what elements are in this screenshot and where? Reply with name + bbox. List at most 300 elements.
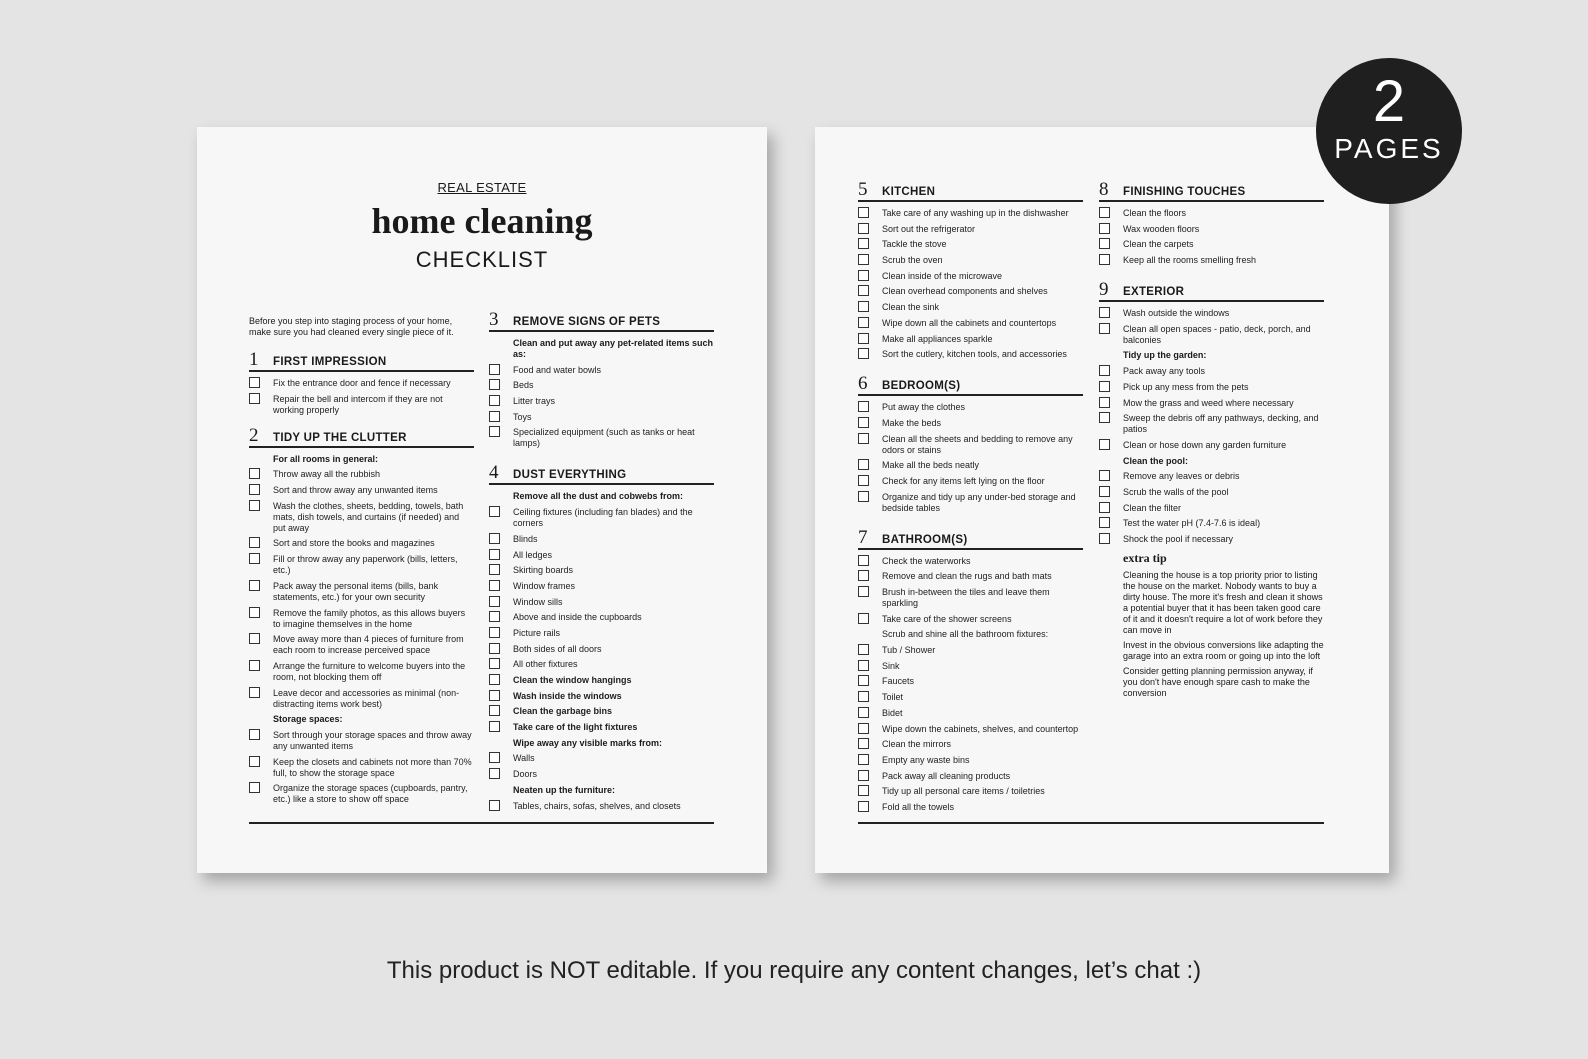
checklist-item-label: Wipe down all the cabinets and countertops bbox=[882, 317, 1057, 328]
checkbox[interactable] bbox=[1099, 307, 1110, 318]
checkbox[interactable] bbox=[489, 643, 500, 654]
checkbox[interactable] bbox=[858, 691, 869, 702]
checklist-item-label: Repair the bell and intercom if they are not working properly bbox=[273, 393, 443, 415]
checklist-item-label: Shock the pool if necessary bbox=[1123, 534, 1234, 544]
checklist-page-2 bbox=[815, 127, 1389, 873]
section-title: TIDY UP THE CLUTTER bbox=[273, 431, 407, 444]
checklist-section bbox=[858, 374, 1083, 513]
extra-tip-paragraph: Invest in the obvious conversions like adapting the garage into an extra room or going up into the loft bbox=[1123, 640, 1324, 661]
checklist-item bbox=[1099, 239, 1324, 250]
checklist-page-1 bbox=[197, 127, 767, 873]
checklist-item bbox=[858, 676, 1083, 687]
checkbox[interactable] bbox=[1099, 517, 1110, 528]
checkbox[interactable] bbox=[249, 377, 260, 388]
checklist-item bbox=[489, 534, 714, 545]
checklist-item-label: Tidy up all personal care items / toiletries bbox=[882, 786, 1045, 797]
checklist-item-label: Fold all the towels bbox=[882, 801, 955, 812]
checklist-item bbox=[489, 581, 714, 592]
checklist-item bbox=[249, 538, 474, 549]
checkbox[interactable] bbox=[249, 393, 260, 404]
checklist-item-label: Pick up any mess from the pets bbox=[1123, 381, 1249, 392]
checkbox[interactable] bbox=[858, 707, 869, 718]
section-header bbox=[489, 310, 714, 332]
checklist-item bbox=[1099, 518, 1324, 529]
checklist-item-label: Sort and store the books and magazines bbox=[273, 538, 435, 549]
checklist-item-label: Take care of the shower screens bbox=[882, 613, 1012, 624]
subheading: Clean and put away any pet-related items such as: bbox=[513, 338, 714, 359]
section-title: REMOVE SIGNS OF PETS bbox=[513, 316, 661, 328]
checklist-item bbox=[858, 349, 1083, 360]
checklist-item bbox=[1099, 382, 1324, 393]
checkbox[interactable] bbox=[489, 426, 500, 437]
checklist-item-label: Wash outside the windows bbox=[1123, 308, 1230, 319]
eyebrow-title: REAL ESTATE bbox=[437, 180, 527, 195]
checklist-item bbox=[858, 708, 1083, 719]
checkbox[interactable] bbox=[858, 723, 869, 734]
subheading: Clean the pool: bbox=[1123, 455, 1188, 466]
checklist-item bbox=[1099, 398, 1324, 409]
checklist-item bbox=[858, 402, 1083, 413]
checklist-item bbox=[1099, 308, 1324, 319]
section-number: 2 bbox=[249, 424, 259, 446]
checklist-item-label: Brush in-between the tiles and leave them sparkling bbox=[882, 587, 1050, 608]
checkbox[interactable] bbox=[858, 348, 869, 359]
section-number: 4 bbox=[489, 462, 499, 484]
checklist-item bbox=[489, 396, 714, 407]
checklist-item bbox=[858, 771, 1083, 782]
checklist-item bbox=[858, 692, 1083, 703]
checklist-item-label: Window sills bbox=[513, 596, 563, 607]
checkbox[interactable] bbox=[489, 674, 500, 685]
subtitle: CHECKLIST bbox=[415, 247, 549, 272]
checkbox[interactable] bbox=[858, 675, 869, 686]
checklist-item bbox=[858, 239, 1083, 250]
checklist-item bbox=[858, 255, 1083, 266]
checklist-item bbox=[489, 769, 714, 780]
checklist-item-label: Remove the family photos, as this allows buyers to imagine themselves in the home bbox=[273, 607, 466, 629]
page1-right-column bbox=[489, 310, 714, 826]
checklist-item bbox=[1099, 366, 1324, 377]
checkbox[interactable] bbox=[489, 627, 500, 638]
checklist-section bbox=[489, 463, 714, 811]
checkbox[interactable] bbox=[489, 364, 500, 375]
checklist-item-label: Take care of any washing up in the dishwasher bbox=[882, 208, 1069, 218]
intro-text: Before you step into staging process of your home, make sure you had cleaned every single piece of it. bbox=[249, 316, 454, 337]
section-title: EXTERIOR bbox=[1123, 286, 1185, 299]
checklist-item-label: Leave decor and accessories as minimal (non-distracting items work best) bbox=[273, 687, 460, 709]
checklist-item-label: Pack away any tools bbox=[1123, 366, 1206, 377]
section-header bbox=[1099, 180, 1324, 202]
checkbox[interactable] bbox=[249, 580, 260, 591]
checklist-item bbox=[858, 271, 1083, 282]
checklist-item-label: Remove and clean the rugs and bath mats bbox=[882, 571, 1052, 582]
checklist-item-label: Clean the filter bbox=[1123, 502, 1182, 513]
checkbox[interactable] bbox=[489, 721, 500, 732]
checkbox[interactable] bbox=[249, 633, 260, 644]
checklist-item bbox=[1099, 224, 1324, 235]
checkbox[interactable] bbox=[489, 549, 500, 560]
checkbox[interactable] bbox=[858, 754, 869, 765]
checkbox[interactable] bbox=[249, 468, 260, 479]
checklist-section bbox=[249, 426, 474, 806]
section-header bbox=[858, 528, 1083, 550]
section-title: KITCHEN bbox=[882, 186, 936, 198]
section-header bbox=[858, 180, 1083, 202]
checklist-item-label: Check the waterworks bbox=[882, 555, 971, 566]
checklist-section bbox=[1099, 280, 1324, 545]
checklist-item-label: Organize and tidy up any under-bed storage and bedside tables bbox=[882, 491, 1076, 513]
checkbox[interactable] bbox=[858, 301, 869, 312]
checklist-item bbox=[858, 334, 1083, 345]
checkbox[interactable] bbox=[858, 570, 869, 581]
checklist-item bbox=[858, 724, 1083, 735]
checkbox[interactable] bbox=[1099, 502, 1110, 513]
checkbox[interactable] bbox=[249, 660, 260, 671]
checkbox[interactable] bbox=[858, 555, 869, 566]
checklist-item-label: Make all the beds neatly bbox=[882, 460, 980, 471]
checklist-item bbox=[489, 550, 714, 561]
checklist-item-label: Clean or hose down any garden furniture bbox=[1123, 439, 1287, 450]
checklist-item-label: Keep all the rooms smelling fresh bbox=[1123, 255, 1257, 266]
checklist-item-label: Tub / Shower bbox=[882, 645, 936, 656]
checklist-item-label: Pack away the personal items (bills, bank statements, etc.) for your own security bbox=[273, 580, 439, 602]
checklist-item bbox=[1099, 324, 1324, 346]
checkbox[interactable] bbox=[858, 738, 869, 749]
checkbox[interactable] bbox=[858, 223, 869, 234]
checkbox[interactable] bbox=[489, 690, 500, 701]
checklist-item-label: Sweep the debris off any pathways, decking, and patios bbox=[1123, 413, 1319, 435]
checklist-item-label: Wash the clothes, sheets, bedding, towels, bath mats, dish towels, and curtains (if needed) and put away bbox=[273, 500, 464, 533]
checklist-item-label: Clean overhead components and shelves bbox=[882, 286, 1048, 297]
checklist-item bbox=[489, 675, 714, 686]
checklist-item bbox=[249, 581, 474, 603]
checklist-item-label: Remove any leaves or debris bbox=[1123, 471, 1240, 482]
checkbox[interactable] bbox=[858, 801, 869, 812]
checkbox[interactable] bbox=[1099, 412, 1110, 423]
checkbox[interactable] bbox=[858, 433, 869, 444]
checklist-item-label: Test the water pH (7.4-7.6 is ideal) bbox=[1123, 518, 1261, 529]
checklist-item-label: Wash inside the windows bbox=[513, 690, 622, 701]
checkbox[interactable] bbox=[249, 782, 260, 793]
checklist-item bbox=[249, 394, 474, 416]
checkbox[interactable] bbox=[489, 611, 500, 622]
checkbox[interactable] bbox=[489, 379, 500, 390]
subheading: Tidy up the garden: bbox=[1123, 350, 1207, 361]
checklist-item-label: Sort and throw away any unwanted items bbox=[273, 485, 438, 496]
checklist-item bbox=[858, 492, 1083, 514]
checklist-item bbox=[858, 556, 1083, 567]
checkbox[interactable] bbox=[249, 537, 260, 548]
checklist-section bbox=[249, 350, 474, 416]
checklist-item-label: Doors bbox=[513, 769, 538, 780]
checklist-item-label: Move away more than 4 pieces of furniture from each room to increase perceived space bbox=[273, 634, 464, 656]
checklist-item bbox=[249, 608, 474, 630]
checklist-item bbox=[489, 753, 714, 764]
checklist-item bbox=[489, 722, 714, 733]
checkbox[interactable] bbox=[1099, 223, 1110, 234]
checklist-item-label: Both sides of all doors bbox=[513, 643, 602, 654]
checkbox[interactable] bbox=[858, 417, 869, 428]
checklist-item-label: Organize the storage spaces (cupboards, pantry, etc.) like a store to show off space bbox=[273, 783, 468, 805]
checklist-item bbox=[1099, 440, 1324, 451]
checkbox[interactable] bbox=[489, 800, 500, 811]
subheading: Remove all the dust and cobwebs from: bbox=[513, 491, 684, 502]
checklist-item bbox=[858, 661, 1083, 672]
checkbox[interactable] bbox=[858, 644, 869, 655]
checkbox[interactable] bbox=[249, 484, 260, 495]
checkbox[interactable] bbox=[858, 285, 869, 296]
checklist-section bbox=[489, 310, 714, 449]
checkbox[interactable] bbox=[1099, 254, 1110, 265]
checklist-item bbox=[858, 802, 1083, 813]
page-count-badge bbox=[1316, 58, 1462, 204]
checklist-item-label: Food and water bowls bbox=[513, 364, 602, 375]
checklist-item-label: Toys bbox=[513, 411, 532, 422]
checkbox[interactable] bbox=[858, 613, 869, 624]
checklist-item bbox=[249, 783, 474, 805]
checklist-item bbox=[489, 507, 714, 529]
footer-note: This product is NOT editable. If you require any content changes, let’s chat :) bbox=[386, 957, 1202, 984]
checklist-item bbox=[489, 365, 714, 376]
checkbox[interactable] bbox=[249, 756, 260, 767]
checklist-item-label: Sink bbox=[882, 660, 900, 671]
section-title: DUST EVERYTHING bbox=[513, 469, 627, 482]
checklist-item bbox=[858, 224, 1083, 235]
checkbox[interactable] bbox=[489, 411, 500, 422]
checkbox[interactable] bbox=[1099, 238, 1110, 249]
checklist-item-label: Toilet bbox=[882, 692, 904, 703]
checkbox[interactable] bbox=[858, 238, 869, 249]
checklist-item bbox=[489, 706, 714, 717]
checklist-item-label: Clean inside of the microwave bbox=[882, 270, 1003, 281]
checklist-item bbox=[489, 412, 714, 423]
checklist-item bbox=[249, 469, 474, 480]
main-title: home cleaning bbox=[371, 201, 593, 241]
checkbox[interactable] bbox=[1099, 323, 1110, 334]
section-header bbox=[858, 374, 1083, 396]
checklist-item-label: Faucets bbox=[882, 676, 915, 687]
page2-left-column bbox=[858, 180, 1083, 827]
extra-tip-paragraph: Consider getting planning permission anyway, if you don't have enough spare cash to make the conversion bbox=[1123, 666, 1313, 698]
checklist-item-label: Keep the closets and cabinets not more than 70% full, to show the storage space bbox=[273, 756, 472, 778]
checklist-item-label: Mow the grass and weed where necessary bbox=[1123, 397, 1294, 408]
checklist-item-label: Scrub the oven bbox=[882, 255, 943, 266]
checklist-item bbox=[858, 476, 1083, 487]
checklist-item bbox=[1099, 487, 1324, 498]
checklist-item-label: Clean the floors bbox=[1123, 208, 1187, 218]
badge-number: 2 bbox=[1372, 69, 1406, 134]
checklist-item bbox=[249, 378, 474, 389]
checkbox[interactable] bbox=[489, 564, 500, 575]
checkbox[interactable] bbox=[858, 333, 869, 344]
checklist-item-label: Clean the sink bbox=[882, 302, 940, 313]
checklist-item-label: Skirting boards bbox=[513, 565, 574, 576]
checkbox[interactable] bbox=[249, 607, 260, 618]
checklist-item bbox=[489, 644, 714, 655]
checklist-section bbox=[858, 528, 1083, 813]
page2-right-column bbox=[1099, 180, 1324, 559]
checkbox[interactable] bbox=[489, 658, 500, 669]
checklist-item bbox=[489, 691, 714, 702]
checklist-item-label: Take care of the light fixtures bbox=[513, 722, 638, 733]
checkbox[interactable] bbox=[249, 687, 260, 698]
checkbox[interactable] bbox=[489, 752, 500, 763]
checklist-item-label: All other fixtures bbox=[513, 659, 578, 670]
section-number: 5 bbox=[858, 179, 868, 200]
section-title: BATHROOM(S) bbox=[882, 533, 968, 546]
checklist-item bbox=[249, 485, 474, 496]
checklist-item-label: Arrange the furniture to welcome buyers into the room, not blocking them off bbox=[273, 660, 466, 682]
section-number: 9 bbox=[1099, 279, 1109, 301]
checkbox[interactable] bbox=[249, 553, 260, 564]
checklist-item-label: Clean the garbage bins bbox=[513, 706, 613, 717]
checkbox[interactable] bbox=[858, 770, 869, 781]
section-title: FINISHING TOUCHES bbox=[1123, 186, 1246, 198]
checkbox[interactable] bbox=[858, 586, 869, 597]
badge-word: PAGES bbox=[1334, 133, 1444, 164]
checklist-item bbox=[249, 554, 474, 576]
checklist-item bbox=[489, 612, 714, 623]
checkbox[interactable] bbox=[1099, 533, 1110, 544]
checklist-item bbox=[858, 318, 1083, 329]
checklist-item bbox=[489, 427, 714, 449]
checkbox[interactable] bbox=[858, 254, 869, 265]
checklist-item-label: Pack away all cleaning products bbox=[882, 770, 1011, 781]
checkbox[interactable] bbox=[858, 270, 869, 281]
checklist-item bbox=[858, 286, 1083, 297]
checklist-item-label: Tackle the stove bbox=[882, 239, 947, 250]
section-header bbox=[249, 350, 474, 372]
checklist-item-label: Wax wooden floors bbox=[1123, 223, 1200, 234]
checkbox[interactable] bbox=[1099, 486, 1110, 497]
checklist-item bbox=[249, 688, 474, 710]
checklist-item-label: Wipe down the cabinets, shelves, and countertop bbox=[882, 723, 1079, 734]
section-number: 3 bbox=[489, 309, 499, 330]
section-number: 7 bbox=[858, 526, 868, 548]
checklist-item-label: Clean the window hangings bbox=[513, 675, 632, 685]
checkbox[interactable] bbox=[858, 207, 869, 218]
checklist-item bbox=[249, 634, 474, 656]
checklist-section bbox=[858, 180, 1083, 360]
checkbox[interactable] bbox=[858, 401, 869, 412]
checkbox[interactable] bbox=[489, 705, 500, 716]
checkbox[interactable] bbox=[858, 317, 869, 328]
section-header bbox=[489, 463, 714, 485]
checklist-item-label: Put away the clothes bbox=[882, 402, 966, 413]
checklist-item-label: Make the beds bbox=[882, 417, 942, 428]
subheading: Neaten up the furniture: bbox=[513, 784, 616, 795]
checklist-item-label: Scrub the walls of the pool bbox=[1123, 486, 1229, 497]
extra-tip bbox=[1123, 551, 1325, 699]
checkbox[interactable] bbox=[489, 580, 500, 591]
checklist-item bbox=[858, 739, 1083, 750]
checkbox[interactable] bbox=[1099, 439, 1110, 450]
section-title: BEDROOM(S) bbox=[882, 380, 961, 393]
checklist-item-label: Clean all open spaces - patio, deck, porch, and balconies bbox=[1123, 323, 1311, 345]
checklist-item-label: Check for any items left lying on the floor bbox=[882, 475, 1045, 486]
checklist-item-label: Specialized equipment (such as tanks or heat lamps) bbox=[513, 427, 695, 449]
checklist-item bbox=[249, 730, 474, 752]
checklist-item bbox=[858, 571, 1083, 582]
subheading: For all rooms in general: bbox=[273, 453, 379, 464]
subheading: Storage spaces: bbox=[273, 714, 343, 725]
checkbox[interactable] bbox=[858, 660, 869, 671]
checklist-item-label: Sort the cutlery, kitchen tools, and accessories bbox=[882, 349, 1067, 360]
checklist-item-label: Ceiling fixtures (including fan blades) and the corners bbox=[513, 507, 693, 529]
checklist-item bbox=[489, 628, 714, 639]
checklist-item bbox=[858, 645, 1083, 656]
bottom-rule bbox=[858, 822, 1324, 824]
checkbox[interactable] bbox=[1099, 365, 1110, 376]
checkbox[interactable] bbox=[249, 500, 260, 511]
checkbox[interactable] bbox=[249, 729, 260, 740]
checklist-item bbox=[489, 380, 714, 391]
checklist-item bbox=[489, 565, 714, 576]
checklist-item-label: Walls bbox=[513, 753, 535, 764]
checkbox[interactable] bbox=[1099, 381, 1110, 392]
checklist-item-label: Fix the entrance door and fence if necessary bbox=[273, 378, 451, 388]
checkbox[interactable] bbox=[858, 785, 869, 796]
checkbox[interactable] bbox=[489, 533, 500, 544]
checklist-item bbox=[858, 208, 1083, 219]
checklist-item-label: Blinds bbox=[513, 533, 538, 544]
extra-tip-title: extra tip bbox=[1123, 551, 1167, 565]
checklist-item bbox=[858, 434, 1083, 456]
checkbox[interactable] bbox=[858, 491, 869, 502]
checkbox[interactable] bbox=[1099, 470, 1110, 481]
checklist-item-label: Picture rails bbox=[513, 627, 561, 638]
checklist-item bbox=[858, 587, 1083, 609]
checklist-item-label: Fill or throw away any paperwork (bills, letters, etc.) bbox=[273, 554, 458, 576]
section-header bbox=[1099, 280, 1324, 302]
checkbox[interactable] bbox=[858, 475, 869, 486]
checklist-item bbox=[858, 460, 1083, 471]
checklist-item-label: Clean the mirrors bbox=[882, 739, 952, 750]
checklist-item-label: Clean the carpets bbox=[1123, 239, 1194, 250]
checklist-item-label: Throw away all the rubbish bbox=[273, 469, 381, 480]
checklist-item-label: Sort out the refrigerator bbox=[882, 223, 976, 234]
checklist-section bbox=[1099, 180, 1324, 266]
checklist-item-label: Window frames bbox=[513, 580, 576, 591]
checkbox[interactable] bbox=[489, 768, 500, 779]
section-number: 8 bbox=[1099, 179, 1109, 200]
checklist-item bbox=[858, 614, 1083, 625]
checkbox[interactable] bbox=[489, 395, 500, 406]
checklist-item-label: Make all appliances sparkle bbox=[882, 333, 993, 344]
extra-tip-paragraph: Cleaning the house is a top priority prior to listing the house on the market. Nobody wants to buy a dirty house. The more it's fresh and clean it shows a potential buyer that it has been taken good care of it and it doesn't require a lot of work before they can move in bbox=[1123, 570, 1323, 635]
checkbox[interactable] bbox=[858, 459, 869, 470]
checklist-item-label: Above and inside the cupboards bbox=[513, 612, 642, 623]
checkbox[interactable] bbox=[489, 596, 500, 607]
checklist-item bbox=[858, 786, 1083, 797]
checklist-item bbox=[1099, 413, 1324, 435]
checkbox[interactable] bbox=[1099, 397, 1110, 408]
checklist-item bbox=[858, 755, 1083, 766]
checklist-item-label: All ledges bbox=[513, 549, 553, 560]
checkbox[interactable] bbox=[489, 506, 500, 517]
checklist-item bbox=[858, 302, 1083, 313]
checklist-item bbox=[249, 501, 474, 534]
checklist-item bbox=[1099, 503, 1324, 514]
checkbox[interactable] bbox=[1099, 207, 1110, 218]
checklist-item bbox=[1099, 255, 1324, 266]
checklist-item bbox=[1099, 471, 1324, 482]
checklist-item-label: Litter trays bbox=[513, 396, 556, 407]
subheading: Wipe away any visible marks from: bbox=[513, 737, 662, 748]
checklist-item bbox=[1099, 208, 1324, 219]
checklist-item bbox=[249, 757, 474, 779]
section-title: FIRST IMPRESSION bbox=[273, 356, 387, 368]
